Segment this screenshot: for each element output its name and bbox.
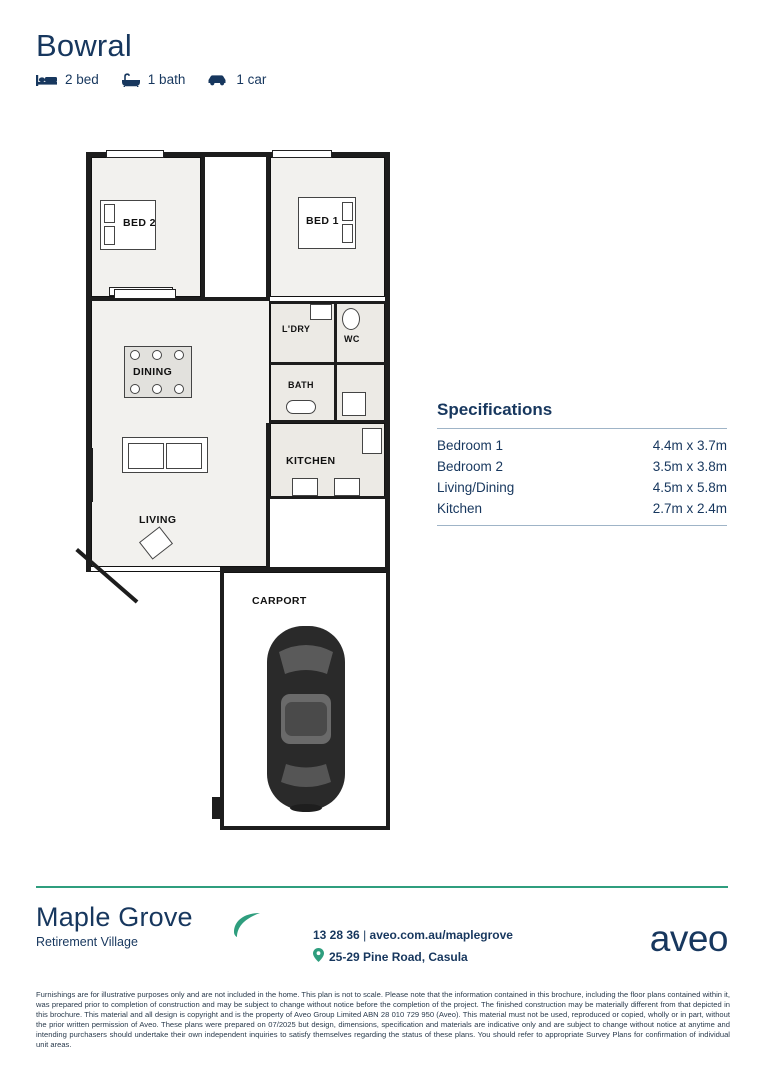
room-label-kitchen: KITCHEN [286, 455, 336, 467]
aveo-logo: aveo [649, 918, 728, 959]
bath-icon [121, 73, 141, 87]
dining-chair [130, 384, 140, 394]
specifications-heading: Specifications [437, 400, 553, 419]
room-label-bath: BATH [288, 380, 314, 390]
carport-wall-right [386, 572, 390, 830]
website-link[interactable]: aveo.com.au/maplegrove [369, 928, 513, 942]
spec-value: 3.5m x 3.8m [652, 459, 727, 474]
spec-value: 4.5m x 5.8m [652, 480, 727, 495]
feature-car [207, 72, 266, 87]
wall-hall-left [201, 157, 205, 297]
floor-plan [86, 152, 396, 832]
spec-row [437, 477, 727, 498]
wall-wet-mid [270, 362, 385, 365]
wall-kitchen-bottom [270, 496, 385, 499]
carport-wall-left [220, 572, 224, 830]
dining-chair [130, 350, 140, 360]
feature-bath-label: 1 bath [147, 72, 186, 87]
spec-row [437, 435, 727, 456]
bed2-pillow-a [104, 204, 115, 223]
spec-row [437, 498, 727, 519]
feature-bed [36, 72, 99, 87]
contact-block [313, 928, 513, 965]
spec-label: Bedroom 1 [437, 438, 504, 453]
ldry-tub [310, 304, 332, 320]
spec-label: Kitchen [437, 501, 483, 516]
sofa-cushion-b [166, 443, 202, 469]
car-illustration [261, 622, 351, 814]
room-label-dining: DINING [133, 366, 173, 378]
shower [342, 392, 366, 416]
dining-chair [152, 384, 162, 394]
bed2-pillow-b [104, 226, 115, 245]
wc-toilet [342, 308, 360, 330]
page-title: Bowral [36, 28, 132, 63]
spec-row [437, 456, 727, 477]
village-name: Maple Grove [36, 902, 193, 932]
dining-chair [174, 350, 184, 360]
room-living-dining [91, 301, 270, 567]
exterior-wall-right [385, 152, 390, 572]
spec-label: Bedroom 2 [437, 459, 504, 474]
room-label-living: LIVING [139, 514, 177, 526]
village-brand [36, 902, 193, 949]
specifications-panel [437, 400, 727, 526]
disclaimer-text: Furnishings are for illustrative purposes only and are not included in the home. This plan is not to scale. Please note that the information contained in this brochure, including the floor plans contained within it, was prepared prior to completion of construction and may be subject to change without notice before the completion of the project. The finished construction may be materially different from that depicted in this brochure. This material and all design is copyright and is the property of Aveo Group Limited ABN 28 010 729 950 (Aveo). This material must not be used, reproduced or copied, wholly or in part, without the prior written permission of Aveo. These plans were prepared on 07/2025 but design, dimensions, specification and materials are indicative only and are subject to change without notice at anytime and intending purchasers should undertake their own independent inquiries to satisfy themselves regarding the status of these plans. You should refer to appropriate Survey Plans for confirmation of individual unit areas. [36, 990, 730, 1050]
phone-number[interactable]: 13 28 36 [313, 928, 360, 942]
window-bed1 [272, 150, 332, 158]
contact-separator: | [363, 928, 367, 942]
cooktop [334, 478, 360, 496]
dining-chair [174, 384, 184, 394]
bath-basin [286, 400, 316, 414]
leaf-icon [232, 912, 262, 943]
carport-wall-bottom [220, 826, 390, 830]
dining-chair [152, 350, 162, 360]
spec-value: 4.4m x 3.7m [652, 438, 727, 453]
feature-bath [121, 72, 186, 87]
bed1-pillow-b [342, 224, 353, 243]
footer-divider [36, 886, 728, 888]
room-label-carport: CARPORT [252, 595, 307, 607]
specs-divider-top [437, 428, 727, 429]
bed1-pillow-a [342, 202, 353, 221]
car-icon [207, 73, 229, 86]
feature-list [36, 72, 266, 87]
spec-value: 2.7m x 2.4m [652, 501, 727, 516]
village-subtitle: Retirement Village [36, 935, 138, 949]
sofa-cushion-a [128, 443, 164, 469]
wall-ldry-wc [334, 304, 337, 364]
feature-car-label: 1 car [236, 72, 267, 87]
kitchen-sink [292, 478, 318, 496]
room-label-wc: WC [344, 334, 360, 344]
street-address: 25-29 Pine Road, Casula [329, 949, 468, 964]
specs-divider-bottom [437, 525, 727, 526]
fridge [362, 428, 382, 454]
room-label-bed2: BED 2 [123, 217, 156, 229]
wall-hall-right [266, 157, 270, 297]
window-bed2 [106, 150, 164, 158]
wall-bath-right [334, 365, 337, 423]
room-label-bed1: BED 1 [306, 215, 339, 227]
room-label-ldry: L'DRY [282, 324, 311, 334]
linen-cupboard [114, 289, 176, 299]
feature-bed-label: 2 bed [65, 72, 99, 87]
header [36, 28, 266, 87]
carport-pier [212, 797, 224, 819]
bed-icon [36, 73, 58, 87]
window-living [88, 448, 93, 502]
spec-label: Living/Dining [437, 480, 515, 495]
location-pin-icon [313, 948, 324, 965]
